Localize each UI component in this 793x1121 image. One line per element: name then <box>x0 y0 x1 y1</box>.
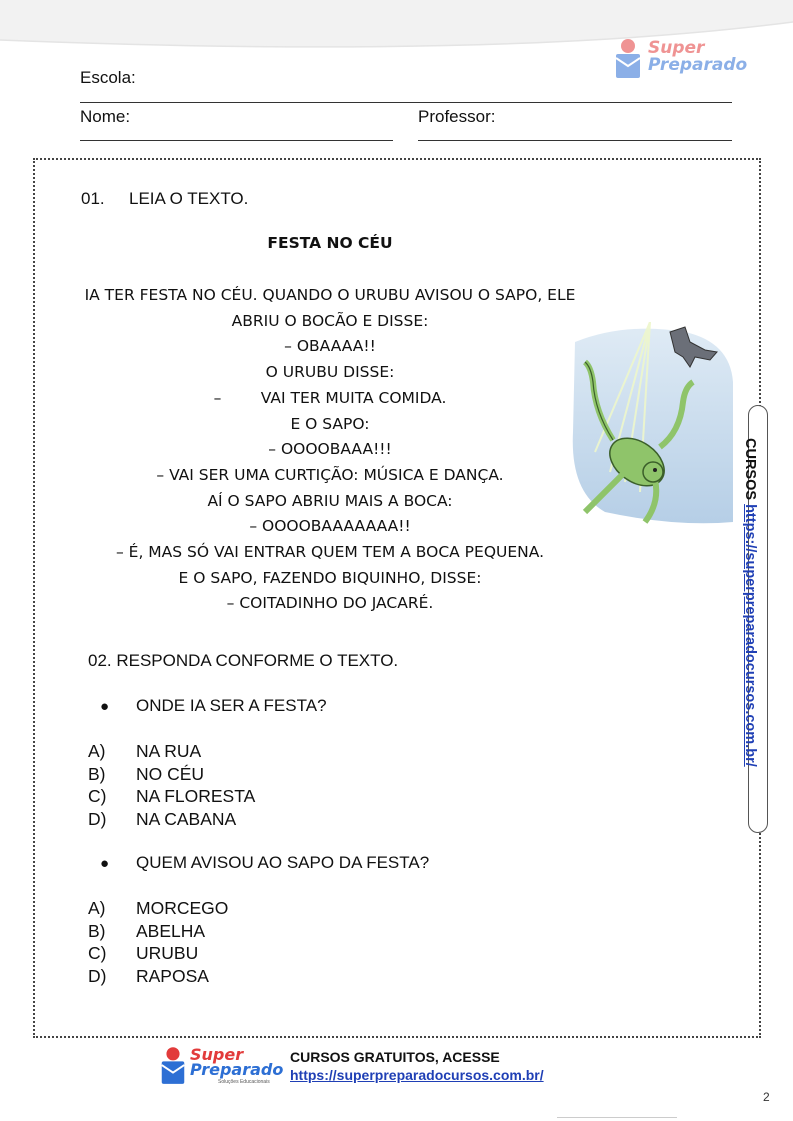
option-text: ABELHA <box>136 920 206 941</box>
mascot-icon <box>158 1046 188 1086</box>
option-b[interactable] <box>88 920 228 943</box>
story-line: – COITADINHO DO JACARÉ. <box>226 594 434 613</box>
question-2-item-2 <box>100 853 429 873</box>
story-line: ABRIU O BOCÃO E DISSE: <box>231 311 429 330</box>
option-text: NA RUA <box>136 741 202 761</box>
mascot-icon <box>612 38 644 80</box>
professor-label: Professor: <box>418 107 496 126</box>
brand-word-super: Super <box>648 38 705 58</box>
option-text: NA CABANA <box>136 808 237 829</box>
story-title: FESTA NO CÉU <box>267 234 393 252</box>
story-line: E O SAPO: <box>290 414 370 433</box>
option-c[interactable] <box>88 785 255 808</box>
question-text: ONDE IA SER A FESTA? <box>136 696 327 715</box>
option-b[interactable] <box>88 763 255 786</box>
option-letter: D) <box>88 965 107 986</box>
side-banner-label: CURSOS <box>742 438 758 501</box>
option-a[interactable] <box>88 897 228 920</box>
option-letter: C) <box>88 786 107 806</box>
question-1-instruction: LEIA O TEXTO. <box>129 189 249 208</box>
footer-title: CURSOS GRATUITOS, ACESSE <box>290 1049 500 1065</box>
brand-word-preparado: Preparado <box>190 1060 284 1079</box>
page-number: 2 <box>763 1090 770 1104</box>
option-text: NA FLORESTA <box>136 786 256 806</box>
story-line: AÍ O SAPO ABRIU MAIS A BOCA: <box>207 491 453 510</box>
option-text: URUBU <box>136 943 199 963</box>
nome-field-line[interactable] <box>80 140 393 141</box>
question-2-item-1 <box>100 696 327 716</box>
question-2-instruction: 02. RESPONDA CONFORME O TEXTO. <box>88 651 399 670</box>
option-letter: B) <box>88 920 106 941</box>
nome-label: Nome: <box>80 107 131 126</box>
story-line: – É, MAS SÓ VAI ENTRAR QUEM TEM A BOCA PEQUENA. <box>115 543 545 562</box>
option-a[interactable] <box>88 740 255 763</box>
professor-field-line[interactable] <box>418 140 732 141</box>
story-line: – OOOOBAAA!!! <box>268 440 392 459</box>
escola-field-line[interactable] <box>80 102 732 103</box>
footer-divider <box>557 1117 677 1118</box>
options-list-1 <box>88 740 255 830</box>
option-text: NO CÉU <box>136 763 205 784</box>
option-letter: A) <box>88 741 106 761</box>
story-line: E O SAPO, FAZENDO BIQUINHO, DISSE: <box>178 568 482 587</box>
story-text <box>60 283 600 617</box>
brand-word-super: Super <box>190 1045 244 1064</box>
brand-logo-footer <box>158 1046 283 1088</box>
brand-word-preparado: Preparado <box>648 55 748 75</box>
options-list-2 <box>88 897 228 987</box>
bullet-icon: ● <box>100 698 110 715</box>
side-banner-text <box>742 438 758 767</box>
story-line: O URUBU DISSE: <box>265 363 395 382</box>
bullet-icon: ● <box>100 855 110 872</box>
frog-and-vulture-illustration <box>565 322 735 527</box>
option-d[interactable] <box>88 965 228 988</box>
question-1-number: 01. <box>81 189 105 208</box>
story-line: IA TER FESTA NO CÉU. QUANDO O URUBU AVISOU O SAPO, ELE <box>84 286 576 304</box>
option-c[interactable] <box>88 942 228 965</box>
story-line: – OOOOBAAAAAAA!! <box>249 517 411 536</box>
option-text: MORCEGO <box>136 898 229 918</box>
option-text: RAPOSA <box>136 965 209 986</box>
question-text: QUEM AVISOU AO SAPO DA FESTA? <box>136 853 430 872</box>
story-line: – OBAAAA!! <box>284 337 376 356</box>
option-d[interactable] <box>88 808 255 831</box>
story-line: – VAI TER MUITA COMIDA. <box>213 388 447 407</box>
footer-link[interactable]: https://superpreparadocursos.com.br/ <box>290 1067 544 1083</box>
option-letter: A) <box>88 898 106 918</box>
option-letter: B) <box>88 763 106 784</box>
side-banner-link[interactable]: https://superpreparadocursos.com.br/ <box>742 504 758 767</box>
option-letter: D) <box>88 808 107 829</box>
escola-label: Escola: <box>80 68 136 87</box>
brand-logo-top <box>612 38 762 82</box>
brand-tagline: Soluções Educacionais <box>218 1079 270 1085</box>
option-letter: C) <box>88 943 107 963</box>
story-line: – VAI SER UMA CURTIÇÃO: MÚSICA E DANÇA. <box>156 465 504 484</box>
